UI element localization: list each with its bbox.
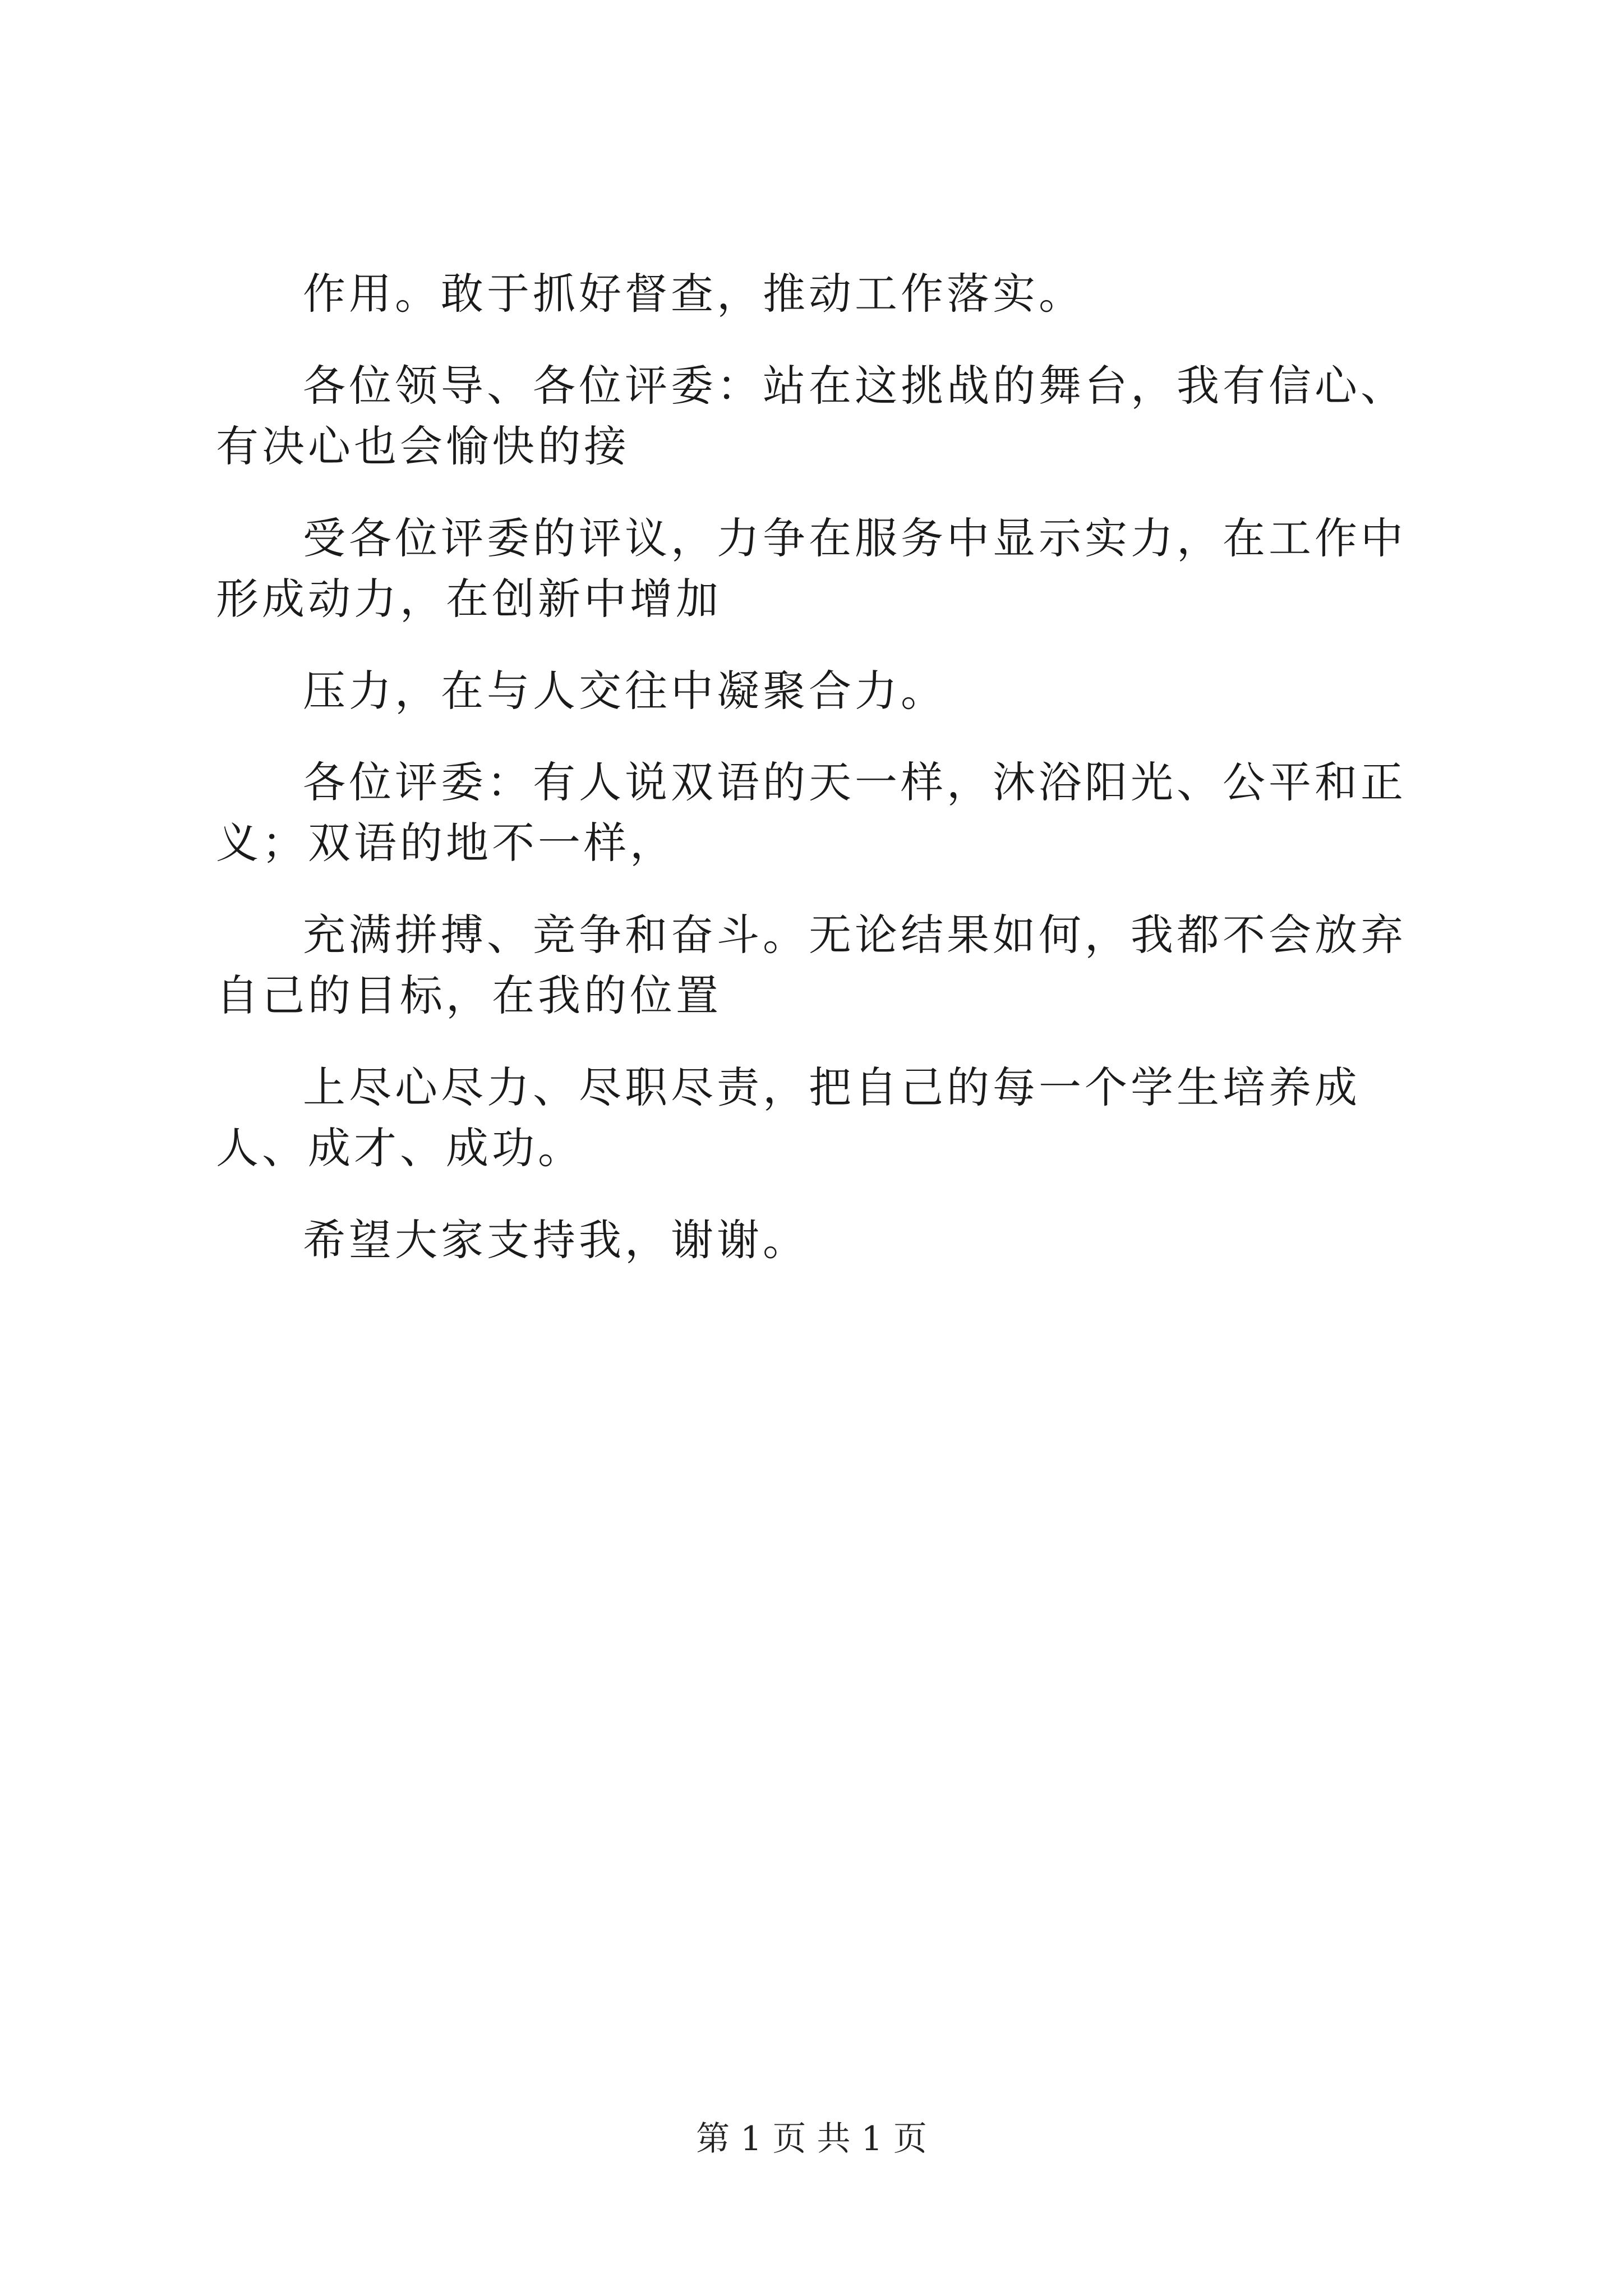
paragraph: 各位领导、各位评委：站在这挑战的舞台，我有信心、有决心也会愉快的接: [216, 360, 1407, 471]
page-footer: 第 1 页 共 1 页: [696, 2119, 927, 2159]
paragraph: 压力，在与人交往中凝聚合力。: [303, 665, 947, 716]
document-body: [216, 264, 1438, 1302]
paragraph: 希望大家支持我，谢谢。: [303, 1214, 809, 1265]
paragraph: 上尽心尽力、尽职尽责，把自己的每一个学生培养成人、成才、成功。: [216, 1062, 1361, 1173]
paragraph: 作用。敢于抓好督查，推动工作落实。: [303, 269, 1085, 319]
paragraph: 各位评委：有人说双语的天一样，沐浴阳光、公平和正义；双语的地不一样，: [216, 757, 1407, 868]
paragraph: 受各位评委的评议，力争在服务中显示实力，在工作中形成动力，在创新中增加: [216, 513, 1407, 624]
paragraph: 充满拼搏、竞争和奋斗。无论结果如何，我都不会放弃自己的目标，在我的位置: [216, 910, 1407, 1021]
